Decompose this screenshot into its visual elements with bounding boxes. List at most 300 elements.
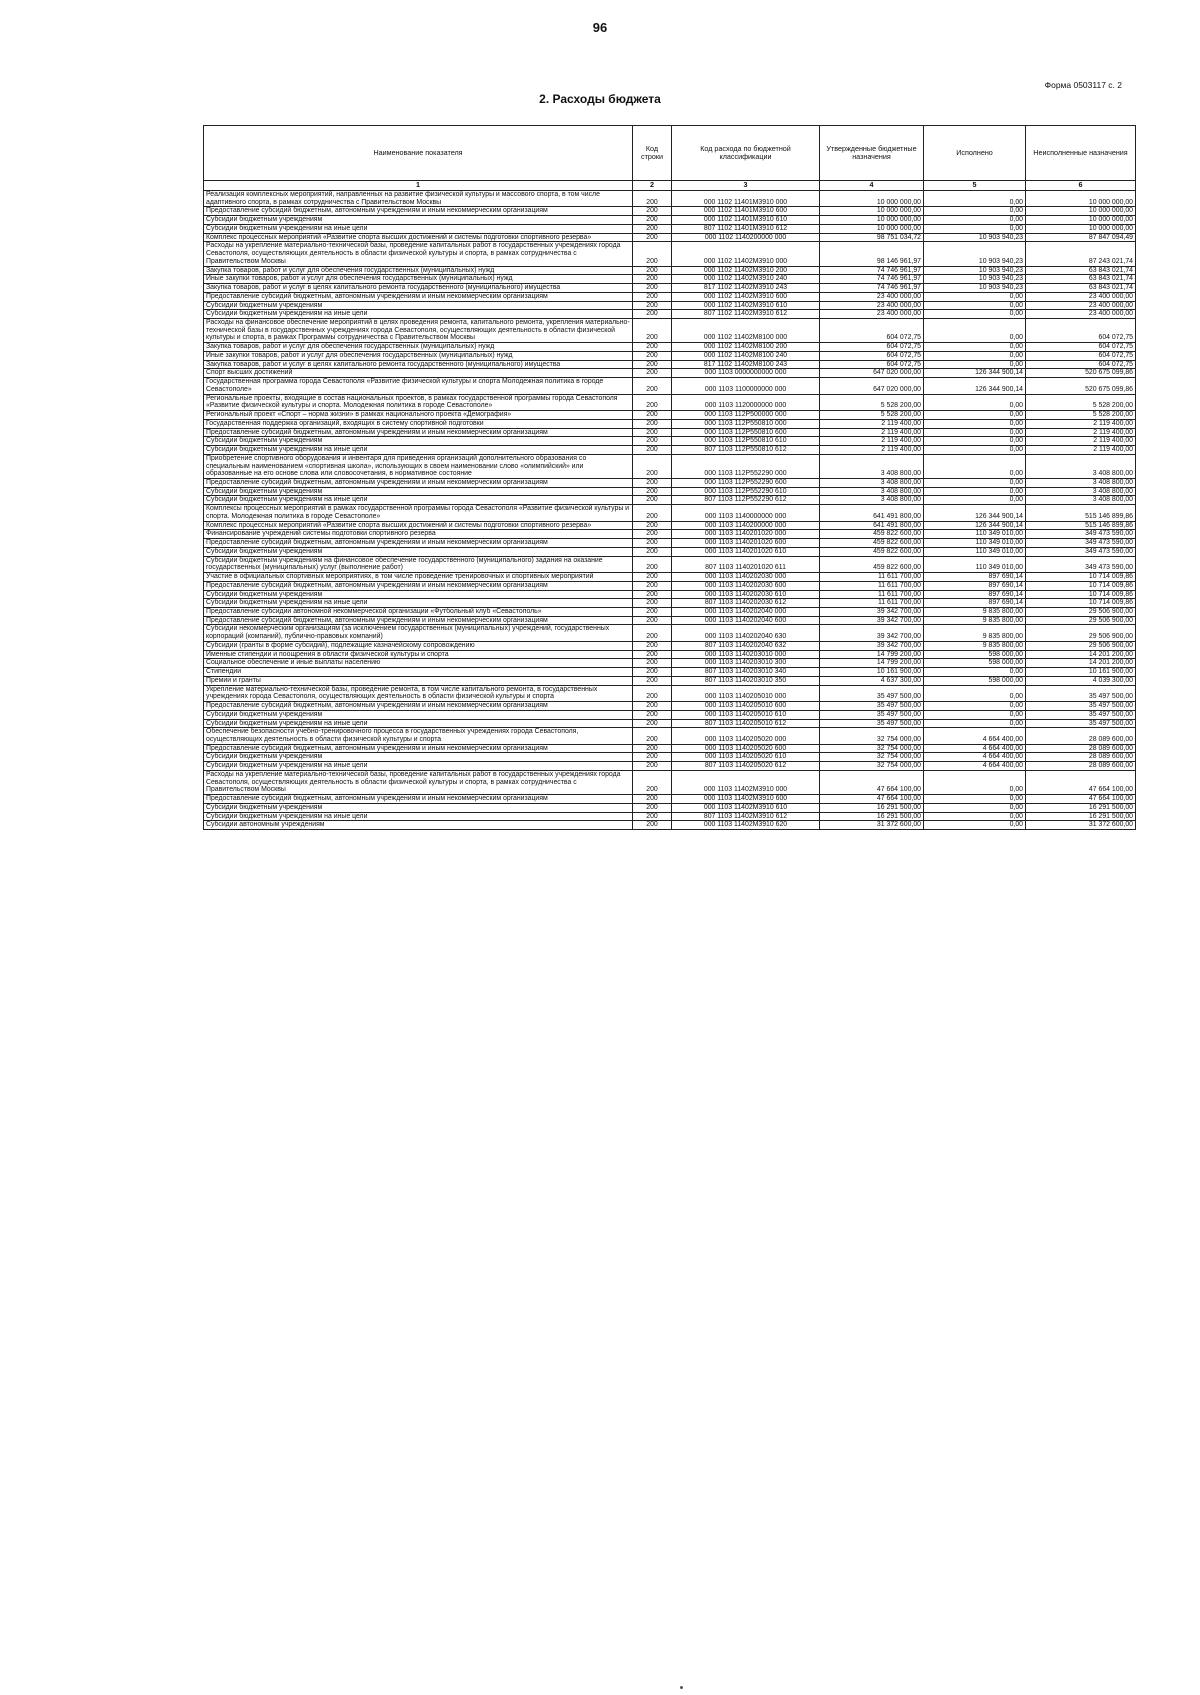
row-approved: 14 799 200,00 [820,650,924,659]
column-numbers-row [204,181,1136,191]
table-row [204,676,1136,685]
row-name: Закупка товаров, работ и услуг в целях капитального ремонта государственного (муниципального) имущества [204,360,633,369]
row-unexecuted: 28 089 600,00 [1026,744,1136,753]
row-name: Субсидии бюджетным учреждениям [204,301,633,310]
row-unexecuted: 520 675 099,86 [1026,378,1136,394]
table-row [204,191,1136,207]
header-unexecuted: Неисполненные назначения [1026,126,1136,181]
row-name: Предоставление субсидий бюджетным, автономным учреждениям и иным некоммерческим организациям [204,292,633,301]
table-row [204,301,1136,310]
row-executed: 598 000,00 [924,676,1026,685]
row-classification-code: 000 1103 1120000000 000 [672,394,820,410]
row-line-code: 200 [633,301,672,310]
row-name: Субсидии бюджетным учреждениям [204,803,633,812]
row-line-code: 200 [633,521,672,530]
row-approved: 31 372 600,00 [820,821,924,830]
row-executed: 0,00 [924,207,1026,216]
row-classification-code: 000 1102 11401М3910 610 [672,216,820,225]
row-executed: 10 903 940,23 [924,242,1026,266]
row-executed: 10 903 940,23 [924,275,1026,284]
row-executed: 0,00 [924,454,1026,478]
row-unexecuted: 520 675 099,86 [1026,369,1136,378]
row-line-code: 200 [633,547,672,556]
table-row [204,310,1136,319]
row-name: Социальное обеспечение и иные выплаты населению [204,659,633,668]
row-executed: 0,00 [924,487,1026,496]
table-row [204,360,1136,369]
row-name: Субсидии бюджетным учреждениям на иные цели [204,812,633,821]
row-approved: 4 637 300,00 [820,676,924,685]
row-name: Субсидии (гранты в форме субсидий), подлежащие казначейскому сопровождению [204,641,633,650]
row-name: Предоставление субсидий бюджетным, автономным учреждениям и иным некоммерческим организациям [204,478,633,487]
table-row [204,478,1136,487]
row-approved: 32 754 000,00 [820,744,924,753]
row-line-code: 200 [633,224,672,233]
row-classification-code: 807 1103 112P550810 612 [672,446,820,455]
row-approved: 39 342 700,00 [820,625,924,641]
row-approved: 3 408 800,00 [820,487,924,496]
row-executed: 4 664 400,00 [924,753,1026,762]
table-row [204,216,1136,225]
row-executed: 0,00 [924,812,1026,821]
table-row [204,224,1136,233]
row-unexecuted: 63 843 021,74 [1026,284,1136,293]
row-unexecuted: 349 473 590,00 [1026,547,1136,556]
table-row [204,821,1136,830]
column-number: 2 [633,181,672,191]
row-classification-code: 000 1103 1140201020 600 [672,539,820,548]
row-approved: 23 400 000,00 [820,301,924,310]
row-classification-code: 000 1103 11402М3910 000 [672,770,820,794]
row-classification-code: 000 1103 1140200000 000 [672,521,820,530]
row-classification-code: 000 1102 11402М8100 240 [672,351,820,360]
row-unexecuted: 604 072,75 [1026,360,1136,369]
row-name: Субсидии бюджетным учреждениям [204,710,633,719]
table-row [204,428,1136,437]
row-line-code: 200 [633,319,672,343]
row-approved: 459 822 600,00 [820,556,924,572]
expenditure-table [203,125,1136,830]
row-line-code: 200 [633,803,672,812]
row-line-code: 200 [633,505,672,521]
row-name: Субсидии бюджетным учреждениям на иные цели [204,719,633,728]
row-unexecuted: 29 506 900,00 [1026,616,1136,625]
row-executed: 0,00 [924,216,1026,225]
row-line-code: 200 [633,581,672,590]
row-unexecuted: 35 497 500,00 [1026,719,1136,728]
row-line-code: 200 [633,275,672,284]
row-line-code: 200 [633,378,672,394]
row-line-code: 200 [633,437,672,446]
row-approved: 5 528 200,00 [820,394,924,410]
row-executed: 110 349 010,00 [924,547,1026,556]
row-name: Комплекс процессных мероприятий «Развитие спорта высших достижений и системы подготовки спортивного резерва» [204,233,633,242]
row-executed: 0,00 [924,301,1026,310]
row-approved: 604 072,75 [820,351,924,360]
row-classification-code: 000 1102 11402М8100 200 [672,343,820,352]
row-classification-code: 000 1102 11402М3910 200 [672,266,820,275]
row-classification-code: 000 1103 1140000000 000 [672,505,820,521]
row-classification-code: 817 1102 11402М3910 243 [672,284,820,293]
row-unexecuted: 35 497 500,00 [1026,702,1136,711]
row-approved: 604 072,75 [820,319,924,343]
row-executed: 126 344 900,14 [924,378,1026,394]
row-executed: 0,00 [924,394,1026,410]
row-approved: 39 342 700,00 [820,607,924,616]
row-executed: 0,00 [924,319,1026,343]
row-approved: 47 664 100,00 [820,795,924,804]
row-approved: 35 497 500,00 [820,719,924,728]
row-classification-code: 000 1103 112P552290 610 [672,487,820,496]
row-line-code: 200 [633,207,672,216]
row-classification-code: 807 1103 1140201020 611 [672,556,820,572]
row-unexecuted: 10 000 000,00 [1026,191,1136,207]
row-approved: 647 020 000,00 [820,369,924,378]
row-approved: 11 611 700,00 [820,599,924,608]
row-name: Иные закупки товаров, работ и услуг для обеспечения государственных (муниципальных) нужд [204,351,633,360]
row-classification-code: 807 1103 1140205010 612 [672,719,820,728]
row-line-code: 200 [633,539,672,548]
row-unexecuted: 349 473 590,00 [1026,556,1136,572]
row-executed: 0,00 [924,343,1026,352]
row-executed: 0,00 [924,478,1026,487]
row-unexecuted: 29 506 900,00 [1026,625,1136,641]
row-executed: 10 903 940,23 [924,233,1026,242]
row-name: Стипендии [204,668,633,677]
row-classification-code: 000 1103 1100000000 000 [672,378,820,394]
row-name: Укрепление материально-технической базы, проведение ремонта, в том числе капитального ремонта, в государственных учреждениях города Севастополя, осуществляющих деятельность в области физической культуры и спорта [204,685,633,701]
row-name: Предоставление субсидий бюджетным, автономным учреждениям и иным некоммерческим организациям [204,744,633,753]
row-name: Субсидии автономным учреждениям [204,821,633,830]
row-unexecuted: 515 146 899,86 [1026,505,1136,521]
row-executed: 0,00 [924,496,1026,505]
row-classification-code: 000 1103 1140202030 610 [672,590,820,599]
row-executed: 110 349 010,00 [924,530,1026,539]
row-classification-code: 000 1102 11402М3910 610 [672,301,820,310]
row-approved: 32 754 000,00 [820,753,924,762]
table-row [204,207,1136,216]
table-row [204,803,1136,812]
row-executed: 9 835 800,00 [924,607,1026,616]
row-name: Субсидии некоммерческим организациям (за исключением государственных (муниципальных) учреждений, государственных корпораций (компаний), публично-правовых компаний) [204,625,633,641]
row-approved: 459 822 600,00 [820,547,924,556]
column-number: 4 [820,181,924,191]
table-row [204,275,1136,284]
row-name: Государственная программа города Севастополя «Развитие физической культуры и спорта Молодежная политика в городе Севастополе» [204,378,633,394]
row-line-code: 200 [633,446,672,455]
table-row [204,505,1136,521]
row-line-code: 200 [633,770,672,794]
row-name: Субсидии бюджетным учреждениям на иные цели [204,496,633,505]
row-classification-code: 000 1103 1140201020 610 [672,547,820,556]
row-classification-code: 807 1103 11402М3910 612 [672,812,820,821]
section-title: 2. Расходы бюджета [539,92,661,106]
row-executed: 897 690,14 [924,599,1026,608]
row-executed: 0,00 [924,710,1026,719]
row-classification-code: 000 1103 112P550810 000 [672,419,820,428]
row-unexecuted: 5 528 200,00 [1026,394,1136,410]
row-name: Финансирование учреждений системы подготовки спортивного резерва [204,530,633,539]
row-name: Субсидии бюджетным учреждениям [204,547,633,556]
row-classification-code: 000 1103 1140205010 610 [672,710,820,719]
table-row [204,573,1136,582]
row-approved: 32 754 000,00 [820,728,924,744]
row-approved: 2 119 400,00 [820,419,924,428]
table-row [204,539,1136,548]
row-name: Расходы на укрепление материально-технической базы, проведение капитальных работ в государственных учреждениях города Севастополя, осуществляющих деятельность в области физической культуры и спорта, в рамках сотрудничества с Правительством Москвы [204,242,633,266]
row-executed: 598 000,00 [924,650,1026,659]
table-row [204,369,1136,378]
row-unexecuted: 31 372 600,00 [1026,821,1136,830]
table-row [204,650,1136,659]
row-name: Субсидии бюджетным учреждениям на иные цели [204,224,633,233]
row-executed: 0,00 [924,411,1026,420]
row-name: Расходы на укрепление материально-технической базы, проведение капитальных работ в государственных учреждениях города Севастополя, осуществляющих деятельность в области физической культуры и спорта, в рамках сотрудничества с Правительством Москвы [204,770,633,794]
row-classification-code: 000 1103 112P552290 600 [672,478,820,487]
row-classification-code: 000 1103 1140202040 000 [672,607,820,616]
row-unexecuted: 10 000 000,00 [1026,224,1136,233]
row-approved: 641 491 800,00 [820,505,924,521]
row-executed: 0,00 [924,351,1026,360]
row-line-code: 200 [633,233,672,242]
row-approved: 459 822 600,00 [820,539,924,548]
row-line-code: 200 [633,394,672,410]
row-line-code: 200 [633,369,672,378]
row-executed: 9 835 800,00 [924,625,1026,641]
row-executed: 0,00 [924,437,1026,446]
row-unexecuted: 604 072,75 [1026,319,1136,343]
row-executed: 126 344 900,14 [924,369,1026,378]
table-row [204,728,1136,744]
row-unexecuted: 16 291 500,00 [1026,812,1136,821]
row-approved: 74 746 961,97 [820,284,924,293]
row-executed: 598 000,00 [924,659,1026,668]
row-name: Спорт высших достижений [204,369,633,378]
row-line-code: 200 [633,191,672,207]
page-number: 96 [592,20,608,35]
row-approved: 16 291 500,00 [820,812,924,821]
row-name: Субсидии бюджетным учреждениям [204,590,633,599]
row-executed: 0,00 [924,821,1026,830]
row-unexecuted: 3 408 800,00 [1026,454,1136,478]
table-row [204,659,1136,668]
row-executed: 4 664 400,00 [924,762,1026,771]
row-unexecuted: 29 506 900,00 [1026,641,1136,650]
row-executed: 4 664 400,00 [924,728,1026,744]
column-number: 3 [672,181,820,191]
row-executed: 0,00 [924,224,1026,233]
row-approved: 35 497 500,00 [820,702,924,711]
table-row [204,419,1136,428]
table-row [204,394,1136,410]
table-row [204,744,1136,753]
table-row [204,685,1136,701]
table-row [204,343,1136,352]
row-executed: 110 349 010,00 [924,539,1026,548]
row-unexecuted: 63 843 021,74 [1026,275,1136,284]
row-classification-code: 000 1103 1140203010 300 [672,659,820,668]
row-approved: 10 161 900,00 [820,668,924,677]
row-executed: 0,00 [924,702,1026,711]
row-approved: 3 408 800,00 [820,496,924,505]
row-classification-code: 807 1103 112P552290 612 [672,496,820,505]
row-unexecuted: 28 089 600,00 [1026,753,1136,762]
row-line-code: 200 [633,530,672,539]
row-classification-code: 807 1102 11401М3910 612 [672,224,820,233]
row-approved: 2 119 400,00 [820,437,924,446]
table-row [204,556,1136,572]
row-line-code: 200 [633,685,672,701]
row-approved: 11 611 700,00 [820,573,924,582]
row-name: Обеспечение безопасности учебно-тренировочного процесса в государственных учреждениях города Севастополя, осуществляющих деятельность в области физической культуры и спорта [204,728,633,744]
table-row [204,487,1136,496]
table-row [204,292,1136,301]
row-line-code: 200 [633,728,672,744]
row-line-code: 200 [633,590,672,599]
table-row [204,625,1136,641]
row-unexecuted: 35 497 500,00 [1026,710,1136,719]
table-row [204,547,1136,556]
row-classification-code: 000 1103 1140205020 000 [672,728,820,744]
row-name: Государственная поддержка организаций, входящих в систему спортивной подготовки [204,419,633,428]
form-code: Форма 0503117 с. 2 [1044,80,1122,90]
row-executed: 0,00 [924,360,1026,369]
table-row [204,284,1136,293]
row-line-code: 200 [633,556,672,572]
row-approved: 459 822 600,00 [820,530,924,539]
row-line-code: 200 [633,719,672,728]
row-unexecuted: 47 664 100,00 [1026,795,1136,804]
row-classification-code: 000 1103 1140202040 630 [672,625,820,641]
row-classification-code: 807 1103 1140205020 612 [672,762,820,771]
row-classification-code: 000 1102 11402М3910 600 [672,292,820,301]
row-executed: 0,00 [924,419,1026,428]
row-classification-code: 000 1103 1140205010 600 [672,702,820,711]
row-approved: 647 020 000,00 [820,378,924,394]
header-classification-code: Код расхода по бюджетной классификации [672,126,820,181]
row-unexecuted: 4 039 300,00 [1026,676,1136,685]
header-indicator-name: Наименование показателя [204,126,633,181]
table-row [204,581,1136,590]
row-classification-code: 000 1102 11402М8100 000 [672,319,820,343]
row-unexecuted: 10 714 009,86 [1026,581,1136,590]
row-name: Участие в официальных спортивных мероприятиях, в том числе проведение тренировочных и спортивных мероприятий [204,573,633,582]
row-classification-code: 000 1103 1140205020 600 [672,744,820,753]
row-name: Субсидии бюджетным учреждениям [204,437,633,446]
row-name: Приобретение спортивного оборудования и инвентаря для приведения организаций дополнительного образования со специальным наименованием «спортивная школа», использующих в своем наименовании слово «олимпийский» или образованные на его основе слова или словосочетания, в нормативное состояние [204,454,633,478]
row-executed: 897 690,14 [924,581,1026,590]
row-approved: 10 000 000,00 [820,224,924,233]
row-name: Предоставление субсидии автономной некоммерческой организации «Футбольный клуб «Севастополь» [204,607,633,616]
table-row [204,411,1136,420]
row-classification-code: 000 1103 1140205020 610 [672,753,820,762]
row-executed: 0,00 [924,310,1026,319]
row-line-code: 200 [633,310,672,319]
row-executed: 0,00 [924,770,1026,794]
row-unexecuted: 3 408 800,00 [1026,487,1136,496]
table-row [204,351,1136,360]
table-row [204,242,1136,266]
row-unexecuted: 87 243 021,74 [1026,242,1136,266]
row-name: Иные закупки товаров, работ и услуг для обеспечения государственных (муниципальных) нужд [204,275,633,284]
row-classification-code: 000 1103 112P550810 600 [672,428,820,437]
row-classification-code: 807 1103 1140202030 612 [672,599,820,608]
row-line-code: 200 [633,625,672,641]
table-row [204,710,1136,719]
row-classification-code: 000 1102 11402М3910 240 [672,275,820,284]
row-line-code: 200 [633,821,672,830]
row-unexecuted: 2 119 400,00 [1026,428,1136,437]
row-approved: 3 408 800,00 [820,454,924,478]
row-name: Предоставление субсидий бюджетным, автономным учреждениям и иным некоммерческим организациям [204,539,633,548]
row-name: Предоставление субсидий бюджетным, автономным учреждениям и иным некоммерческим организациям [204,581,633,590]
row-line-code: 200 [633,266,672,275]
row-unexecuted: 2 119 400,00 [1026,419,1136,428]
table-row [204,266,1136,275]
row-approved: 641 491 800,00 [820,521,924,530]
row-name: Закупка товаров, работ и услуг в целях капитального ремонта государственного (муниципального) имущества [204,284,633,293]
row-name: Субсидии бюджетным учреждениям на иные цели [204,446,633,455]
row-line-code: 200 [633,641,672,650]
row-classification-code: 000 1103 112P552290 000 [672,454,820,478]
row-approved: 604 072,75 [820,360,924,369]
row-executed: 0,00 [924,795,1026,804]
table-row [204,599,1136,608]
row-approved: 2 119 400,00 [820,428,924,437]
row-approved: 2 119 400,00 [820,446,924,455]
row-name: Субсидии бюджетным учреждениям [204,753,633,762]
row-executed: 9 835 800,00 [924,641,1026,650]
row-approved: 23 400 000,00 [820,310,924,319]
row-unexecuted: 349 473 590,00 [1026,539,1136,548]
row-name: Предоставление субсидий бюджетным, автономным учреждениям и иным некоммерческим организациям [204,702,633,711]
row-unexecuted: 5 528 200,00 [1026,411,1136,420]
row-classification-code: 817 1102 11402М8100 243 [672,360,820,369]
row-line-code: 200 [633,710,672,719]
row-approved: 32 754 000,00 [820,762,924,771]
row-unexecuted: 23 400 000,00 [1026,292,1136,301]
row-classification-code: 807 1103 1140203010 350 [672,676,820,685]
row-executed: 0,00 [924,191,1026,207]
row-unexecuted: 29 506 900,00 [1026,607,1136,616]
row-name: Субсидии бюджетным учреждениям на иные цели [204,310,633,319]
row-executed: 4 664 400,00 [924,744,1026,753]
row-executed: 9 835 800,00 [924,616,1026,625]
row-approved: 10 000 000,00 [820,216,924,225]
row-line-code: 200 [633,284,672,293]
table-row [204,437,1136,446]
row-line-code: 200 [633,343,672,352]
row-line-code: 200 [633,428,672,437]
row-name: Предоставление субсидий бюджетным, автономным учреждениям и иным некоммерческим организациям [204,616,633,625]
row-executed: 0,00 [924,292,1026,301]
row-classification-code: 000 1103 112P500000 000 [672,411,820,420]
row-name: Комплексы процессных мероприятий в рамках государственной программы города Севастополя «Развитие физической культуры и спорта. Молодежная политика в городе Севастополе» [204,505,633,521]
row-line-code: 200 [633,762,672,771]
row-unexecuted: 47 664 100,00 [1026,770,1136,794]
row-line-code: 200 [633,411,672,420]
row-classification-code: 000 1103 1140203010 000 [672,650,820,659]
column-number: 1 [204,181,633,191]
row-name: Субсидии бюджетным учреждениям на финансовое обеспечение государственного (муниципального) задания на оказание государственных (муниципальных) услуг (выполнение работ) [204,556,633,572]
row-approved: 16 291 500,00 [820,803,924,812]
row-name: Предоставление субсидий бюджетным, автономным учреждениям и иным некоммерческим организациям [204,207,633,216]
table-row [204,446,1136,455]
row-unexecuted: 87 847 094,49 [1026,233,1136,242]
row-classification-code: 000 1103 1140202030 000 [672,573,820,582]
row-unexecuted: 35 497 500,00 [1026,685,1136,701]
table-row [204,616,1136,625]
